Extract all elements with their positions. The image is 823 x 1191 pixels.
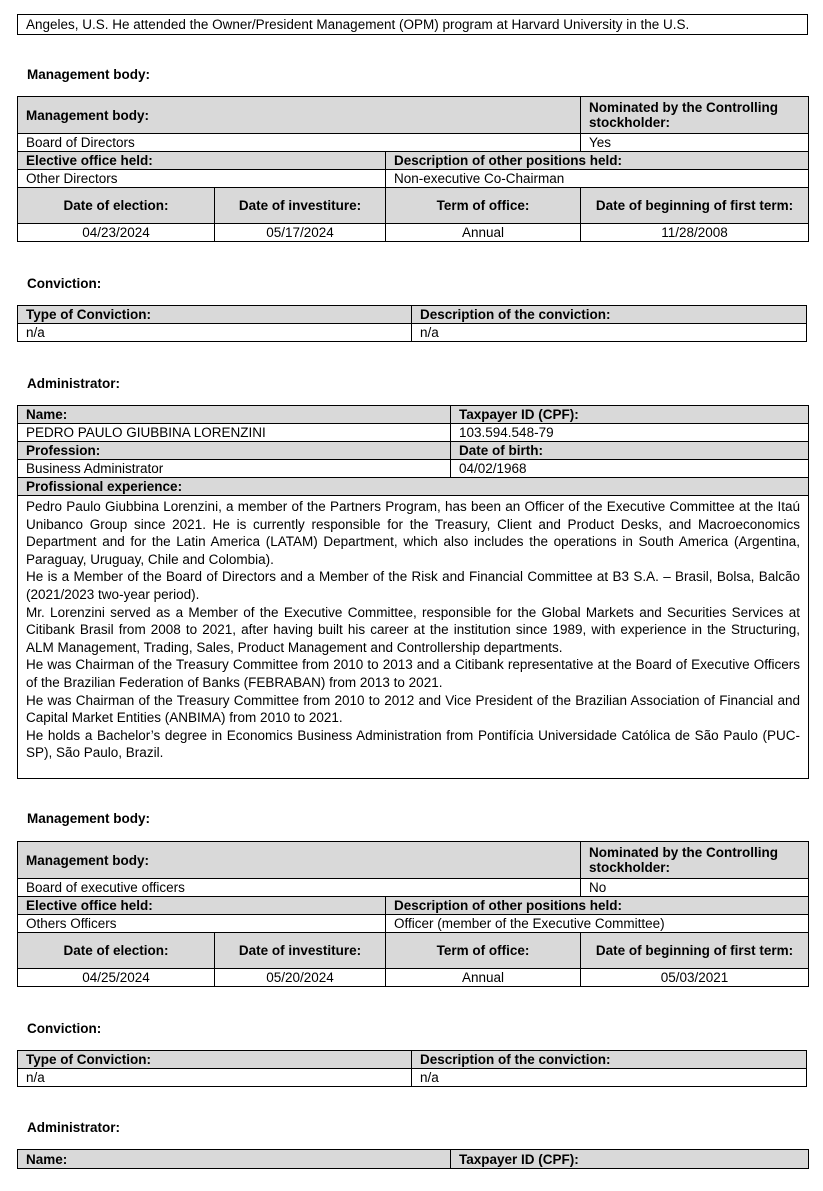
experience-text xyxy=(18,496,809,779)
management-body-label: Management body: xyxy=(18,97,581,134)
type-conviction-value: n/a xyxy=(18,324,412,342)
experience-paragraph: Pedro Paulo Giubbina Lorenzini, a member of the Partners Program, has been an Officer of the Executive Committee at the Itaú Unibanco Group since 2021. He is currently responsible for the Treasury, Client and Product Desks, and Macroeconomics Department and for the Latin America (LATAM) Department, which also includes the operations in South America (Argentina, Paraguay, Uruguay, Chile and Colombia). xyxy=(26,499,800,567)
administrator-heading: Administrator: xyxy=(27,376,121,391)
experience-paragraph: Mr. Lorenzini served as a Member of the Executive Committee, responsible for the Global Markets and Securities Services at Citibank Brasil from 2008 to 2021, after having built his career at the institution since 1989, with experience in the Structuring, ALM Management, Trading, Sales, Product Management and Controllership departments. xyxy=(26,604,800,655)
term-office-value: Annual xyxy=(386,224,581,242)
management-body-table-2 xyxy=(17,841,809,987)
experience-paragraph: He was Chairman of the Treasury Committee from 2010 to 2012 and Vice President of the Brazilian Association of Financial and Capital Market Entities (ANBIMA) from 2010 to 2021. xyxy=(26,692,800,726)
date-first-term-label: Date of beginning of first term: xyxy=(581,188,809,224)
type-conviction-label: Type of Conviction: xyxy=(18,1051,412,1069)
term-office-label: Term of office: xyxy=(386,188,581,224)
date-birth-label: Date of birth: xyxy=(451,442,809,460)
conviction-heading-2: Conviction: xyxy=(27,1021,102,1036)
top-continuation-table xyxy=(17,14,808,35)
other-positions-value: Officer (member of the Executive Committee) xyxy=(386,915,809,933)
date-birth-value: 04/02/1968 xyxy=(451,460,809,478)
date-first-term-value: 05/03/2021 xyxy=(581,969,809,987)
management-body-label: Management body: xyxy=(18,842,581,879)
date-investiture-value: 05/20/2024 xyxy=(215,969,386,987)
experience-paragraph: He holds a Bachelor’s degree in Economics Business Administration from Pontifícia Universidade Católica de São Paulo (PUC-SP), São Paulo, Brazil. xyxy=(26,727,800,761)
conviction-heading-1: Conviction: xyxy=(27,276,102,291)
administrator-table-2 xyxy=(17,1149,809,1169)
elective-office-label: Elective office held: xyxy=(18,897,386,915)
management-body-table-1 xyxy=(17,96,809,242)
management-body-heading-1: Management body: xyxy=(27,67,151,82)
other-positions-value: Non-executive Co-Chairman xyxy=(386,170,809,188)
type-conviction-label: Type of Conviction: xyxy=(18,306,412,324)
experience-paragraph: He is a Member of the Board of Directors and a Member of the Risk and Financial Committee at B3 S.A. – Brasil, Bolsa, Balcão (2021/2023 two-year period). xyxy=(26,569,800,602)
nominated-label: Nominated by the Controlling stockholder: xyxy=(581,842,809,879)
conviction-table-1 xyxy=(17,305,807,342)
taxpayer-label: Taxpayer ID (CPF): xyxy=(451,406,809,424)
date-first-term-value: 11/28/2008 xyxy=(581,224,809,242)
date-election-value: 04/23/2024 xyxy=(18,224,215,242)
elective-office-value: Other Directors xyxy=(18,170,386,188)
date-election-value: 04/25/2024 xyxy=(18,969,215,987)
management-body-value: Board of executive officers xyxy=(18,879,581,897)
profession-value: Business Administrator xyxy=(18,460,451,478)
name-value: PEDRO PAULO GIUBBINA LORENZINI xyxy=(18,424,451,442)
date-first-term-label: Date of beginning of first term: xyxy=(581,933,809,969)
nominated-label: Nominated by the Controlling stockholder: xyxy=(581,97,809,134)
experience-label: Profissional experience: xyxy=(18,478,809,496)
term-office-label: Term of office: xyxy=(386,933,581,969)
nominated-value: No xyxy=(581,879,809,897)
desc-conviction-value: n/a xyxy=(412,324,807,342)
date-investiture-label: Date of investiture: xyxy=(215,933,386,969)
administrator-table xyxy=(17,405,809,779)
date-election-label: Date of election: xyxy=(18,188,215,224)
elective-office-value: Others Officers xyxy=(18,915,386,933)
conviction-table-2 xyxy=(17,1050,807,1087)
name-label: Name: xyxy=(18,1150,451,1169)
desc-conviction-label: Description of the conviction: xyxy=(412,1051,807,1069)
other-positions-label: Description of other positions held: xyxy=(386,152,809,170)
management-body-heading-2: Management body: xyxy=(27,811,151,826)
experience-paragraph: He was Chairman of the Treasury Committee from 2010 to 2013 and a Citibank representative at the Board of Executive Officers of the Brazilian Federation of Banks (FEBRABAN) from 2013 to 2021. xyxy=(26,657,800,690)
name-label: Name: xyxy=(18,406,451,424)
top-continuation-text: Angeles, U.S. He attended the Owner/President Management (OPM) program at Harvard University in the U.S. xyxy=(18,15,808,35)
nominated-value: Yes xyxy=(581,134,809,152)
management-body-value: Board of Directors xyxy=(18,134,581,152)
date-investiture-label: Date of investiture: xyxy=(215,188,386,224)
desc-conviction-label: Description of the conviction: xyxy=(412,306,807,324)
type-conviction-value: n/a xyxy=(18,1069,412,1087)
date-investiture-value: 05/17/2024 xyxy=(215,224,386,242)
date-election-label: Date of election: xyxy=(18,933,215,969)
taxpayer-label: Taxpayer ID (CPF): xyxy=(451,1150,809,1169)
term-office-value: Annual xyxy=(386,969,581,987)
desc-conviction-value: n/a xyxy=(412,1069,807,1087)
administrator-heading-2: Administrator: xyxy=(27,1120,121,1135)
other-positions-label: Description of other positions held: xyxy=(386,897,809,915)
taxpayer-value: 103.594.548-79 xyxy=(451,424,809,442)
profession-label: Profession: xyxy=(18,442,451,460)
elective-office-label: Elective office held: xyxy=(18,152,386,170)
